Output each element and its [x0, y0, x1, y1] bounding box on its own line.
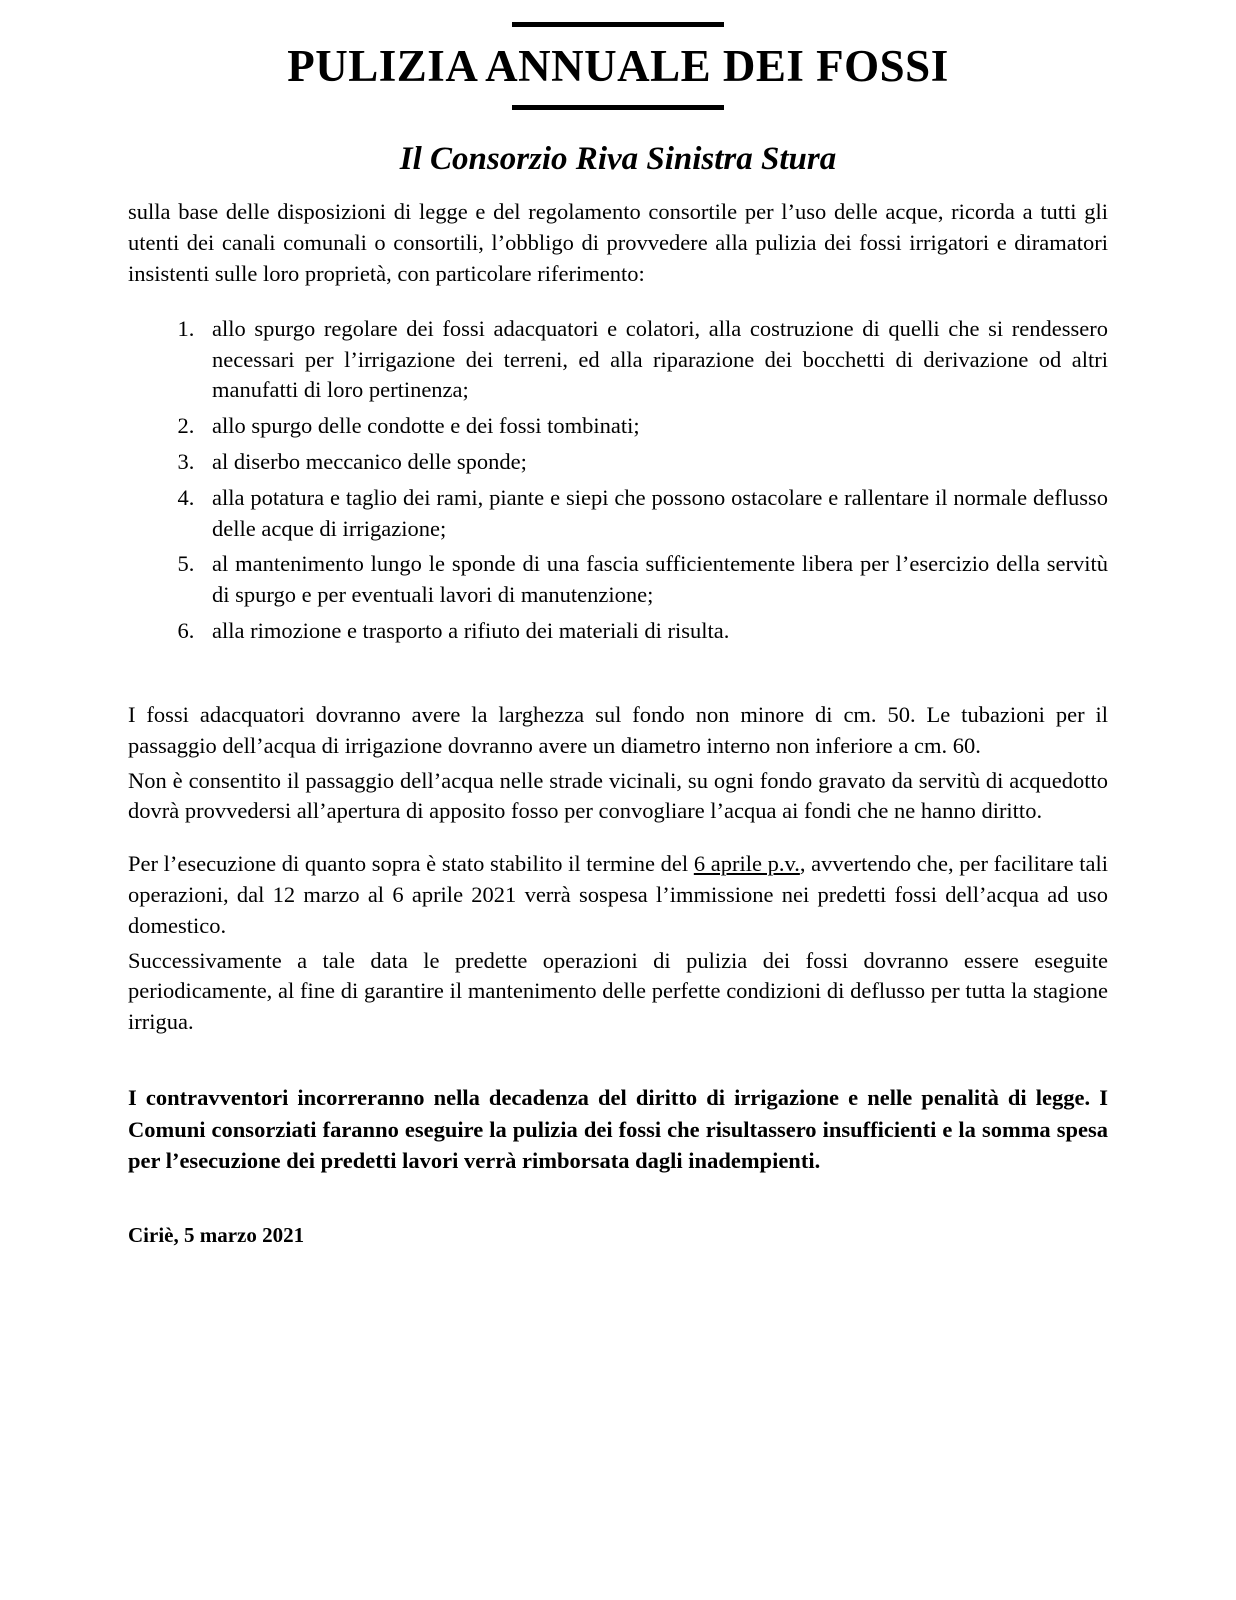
list-item: 6. alla rimozione e trasporto a rifiuto dei materiali di risulta. [200, 616, 1108, 647]
page-title: PULIZIA ANNUALE DEI FOSSI [287, 41, 949, 91]
obligations-list [128, 314, 1108, 647]
list-item: 2. allo spurgo delle condotte e dei fossi tombinati; [200, 411, 1108, 442]
deadline-paragraph [128, 849, 1108, 941]
measures-paragraph: I fossi adacquatori dovranno avere la larghezza sul fondo non minore di cm. 50. Le tubazioni per il passaggio dell’acqua di irrigazione dovranno avere un diametro interno non inferiore a cm. 60. [128, 701, 1108, 758]
title-divider-bottom [512, 105, 724, 110]
deadline-date: 6 aprile p.v. [693, 851, 800, 877]
list-spacer [128, 652, 1108, 678]
list-item: 5. al mantenimento lungo le sponde di una fascia sufficientemente libera per l’esercizio della servitù di spurgo e per eventuali lavori di manutenzione; [200, 549, 1108, 611]
title-divider-top [512, 22, 724, 27]
deadline-text-before: Per l’esecuzione di quanto sopra è stato stabilito il termine del [128, 851, 694, 877]
list-item: 3. al diserbo meccanico delle sponde; [200, 447, 1108, 478]
signature-line: Ciriè, 5 marzo 2021 [128, 1222, 305, 1247]
document-subtitle: Il Consorzio Riva Sinistra Stura [399, 140, 837, 177]
list-item: 4. alla potatura e taglio dei rami, piante e siepi che possono ostacolare e rallentare il normale deflusso delle acque di irrigazione; [200, 483, 1108, 545]
list-item: 1. allo spurgo regolare dei fossi adacquatori e colatori, alla costruzione di quelli che si rendessero necessari per l’irrigazione dei terreni, ed alla riparazione dei bocchetti di derivazione od altri manufatti di loro pertinenza; [200, 314, 1108, 406]
deadline-text-after: , avvertendo che, per facilitare tali operazioni, dal 12 marzo al 6 aprile 2021 verrà sospesa l’immissione nei predetti fossi dell’acqua ad uso domestico. [128, 851, 1109, 938]
warning-paragraph: I contravventori incorreranno nella decadenza del diritto di irrigazione e nelle penalità di legge. I Comuni consorziati faranno eseguire la pulizia dei fossi che risultassero insufficienti e la somma spesa per l’esecuzione dei predetti lavori verrà rimborsata dagli inadempienti. [128, 1085, 1108, 1174]
periodic-paragraph: Successivamente a tale data le predette operazioni di pulizia dei fossi dovranno essere eseguite periodicamente, al fine di garantire il mantenimento delle perfette condizioni di deflusso per tutta la stagione irrigua. [128, 947, 1108, 1035]
roads-paragraph: Non è consentito il passaggio dell’acqua nelle strade vicinali, su ogni fondo gravato da servitù di acquedotto dovrà provvedersi all’apertura di apposito fosso per convogliare l’acqua ai fondi che ne hanno diritto. [128, 767, 1108, 824]
intro-paragraph: sulla base delle disposizioni di legge e del regolamento consortile per l’uso delle acque, ricorda a tutti gli utenti dei canali comunali o consortili, l’obbligo di provvedere alla pulizia dei fossi irrigatori e diramatori insistenti sulle loro proprietà, con particolare riferimento: [128, 199, 1108, 286]
